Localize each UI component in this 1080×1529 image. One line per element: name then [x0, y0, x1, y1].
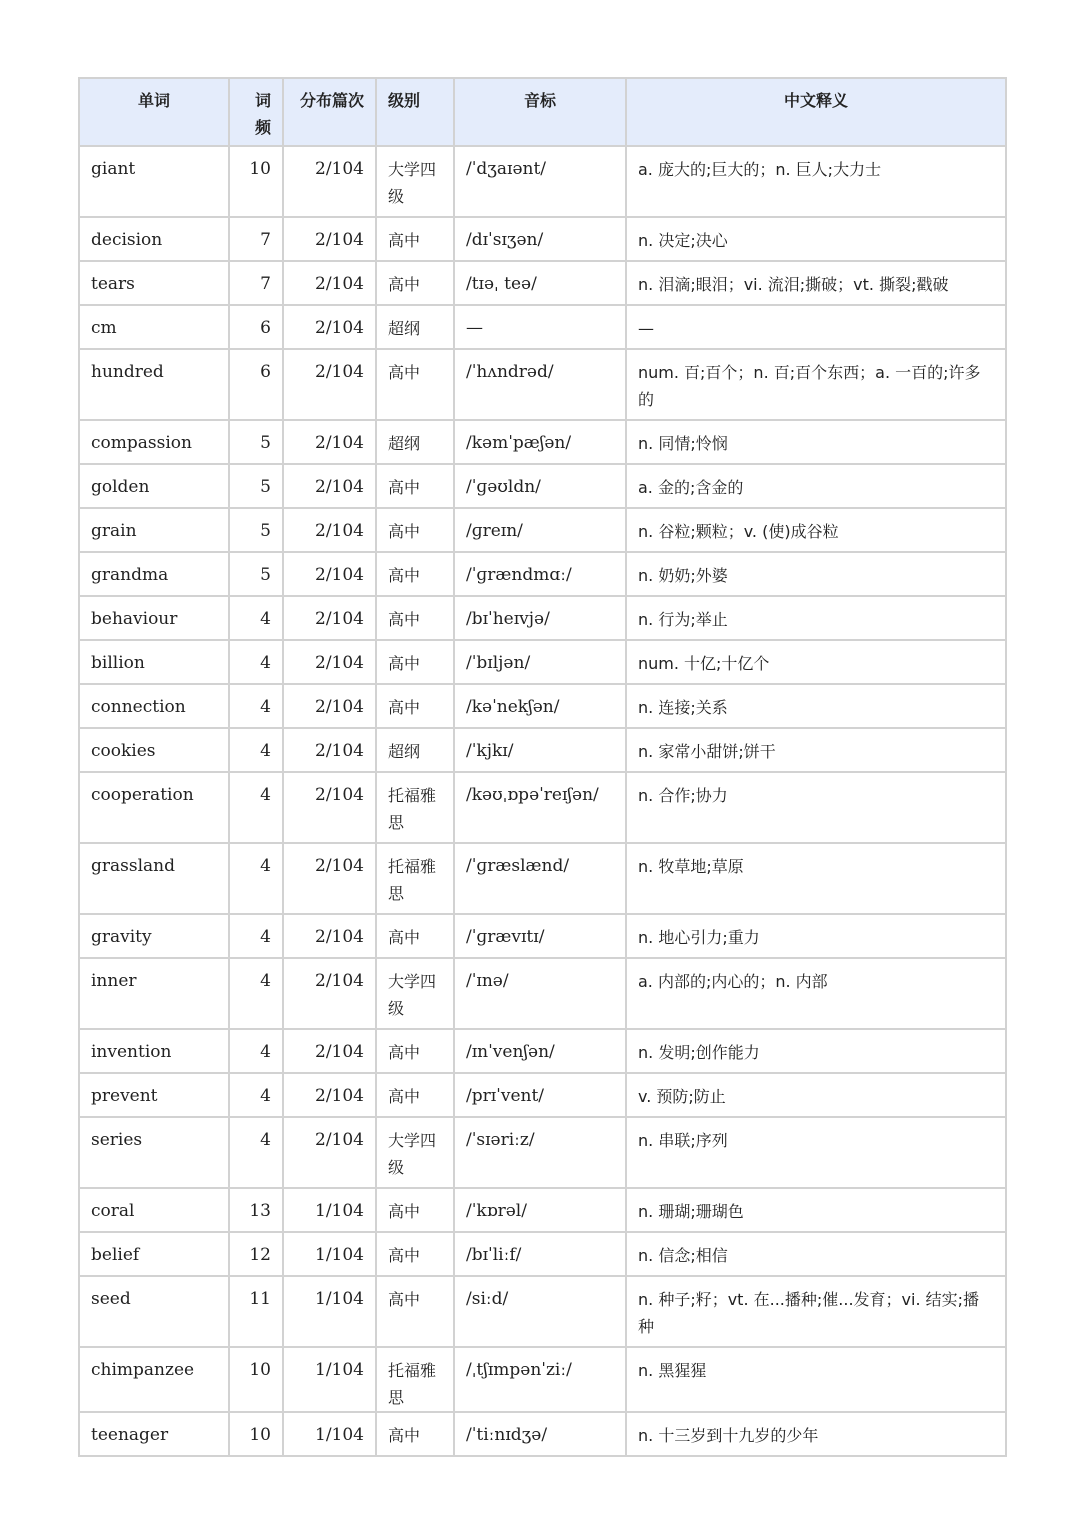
cell-phonetic: /bɪˈheɪvjə/: [454, 596, 626, 640]
cell-frequency: 5: [229, 508, 283, 552]
cell-phonetic: /bɪˈliːf/: [454, 1232, 626, 1276]
cell-distribution: 2/104: [283, 217, 376, 261]
document-page: [78, 77, 1005, 1457]
cell-definition: n. 串联;序列: [626, 1117, 1006, 1188]
cell-distribution: 2/104: [283, 1117, 376, 1188]
table-row: [79, 1117, 1006, 1188]
cell-phonetic: /kəmˈpæʃən/: [454, 420, 626, 464]
cell-definition: n. 连接;关系: [626, 684, 1006, 728]
cell-distribution: 2/104: [283, 508, 376, 552]
cell-phonetic: /ˈɡrævɪtɪ/: [454, 914, 626, 958]
cell-frequency: 4: [229, 728, 283, 772]
cell-definition: n. 种子;籽；vt. 在...播种;催...发育；vi. 结实;播种: [626, 1276, 1006, 1347]
table-row: [79, 1073, 1006, 1117]
table-row: [79, 596, 1006, 640]
cell-level: 高中: [376, 217, 454, 261]
cell-phonetic: /kəʊˌɒpəˈreɪʃən/: [454, 772, 626, 843]
table-row: [79, 728, 1006, 772]
cell-level: 高中: [376, 1073, 454, 1117]
cell-frequency: 5: [229, 464, 283, 508]
table-row: [79, 1029, 1006, 1073]
table-row: [79, 684, 1006, 728]
cell-frequency: 7: [229, 261, 283, 305]
cell-word: prevent: [79, 1073, 229, 1117]
cell-definition: —: [626, 305, 1006, 349]
table-row: [79, 349, 1006, 420]
cell-definition: n. 决定;决心: [626, 217, 1006, 261]
table-row: [79, 217, 1006, 261]
cell-definition: num. 十亿;十亿个: [626, 640, 1006, 684]
cell-frequency: 6: [229, 305, 283, 349]
cell-word: tears: [79, 261, 229, 305]
cell-phonetic: /ˈɡrændmɑː/: [454, 552, 626, 596]
cell-word: billion: [79, 640, 229, 684]
cell-frequency: 11: [229, 1276, 283, 1347]
cell-phonetic: /kəˈnekʃən/: [454, 684, 626, 728]
cell-distribution: 1/104: [283, 1188, 376, 1232]
cell-level: 高中: [376, 1412, 454, 1456]
cell-frequency: 4: [229, 772, 283, 843]
table-row: [79, 1276, 1006, 1347]
cell-phonetic: —: [454, 305, 626, 349]
cell-word: invention: [79, 1029, 229, 1073]
table-row: [79, 1188, 1006, 1232]
cell-level: 大学四级: [376, 1117, 454, 1188]
cell-frequency: 4: [229, 1073, 283, 1117]
cell-level: 大学四级: [376, 146, 454, 217]
cell-frequency: 4: [229, 1117, 283, 1188]
table-body: [79, 146, 1006, 1456]
cell-distribution: 2/104: [283, 640, 376, 684]
cell-phonetic: /siːd/: [454, 1276, 626, 1347]
cell-phonetic: /ˈkjkɪ/: [454, 728, 626, 772]
table-row: [79, 1412, 1006, 1456]
cell-word: seed: [79, 1276, 229, 1347]
cell-word: grandma: [79, 552, 229, 596]
cell-definition: n. 合作;协力: [626, 772, 1006, 843]
header-phonetic: 音标: [454, 78, 626, 146]
cell-phonetic: /ɡreɪn/: [454, 508, 626, 552]
header-frequency: 词频: [229, 78, 283, 146]
header-definition: 中文释义: [626, 78, 1006, 146]
cell-word: decision: [79, 217, 229, 261]
cell-definition: n. 发明;创作能力: [626, 1029, 1006, 1073]
cell-distribution: 2/104: [283, 261, 376, 305]
cell-frequency: 4: [229, 684, 283, 728]
cell-definition: num. 百;百个；n. 百;百个东西；a. 一百的;许多的: [626, 349, 1006, 420]
cell-level: 高中: [376, 261, 454, 305]
cell-distribution: 2/104: [283, 958, 376, 1029]
cell-level: 高中: [376, 596, 454, 640]
cell-frequency: 10: [229, 1347, 283, 1412]
table-row: [79, 640, 1006, 684]
cell-word: compassion: [79, 420, 229, 464]
table-row: [79, 772, 1006, 843]
cell-level: 超纲: [376, 420, 454, 464]
cell-level: 高中: [376, 508, 454, 552]
cell-phonetic: /prɪˈvent/: [454, 1073, 626, 1117]
cell-frequency: 10: [229, 146, 283, 217]
cell-distribution: 2/104: [283, 684, 376, 728]
cell-word: behaviour: [79, 596, 229, 640]
cell-word: cooperation: [79, 772, 229, 843]
header-distribution: 分布篇次: [283, 78, 376, 146]
cell-definition: n. 泪滴;眼泪；vi. 流泪;撕破；vt. 撕裂;戳破: [626, 261, 1006, 305]
header-level: 级别: [376, 78, 454, 146]
cell-distribution: 2/104: [283, 146, 376, 217]
table-row: [79, 843, 1006, 914]
cell-level: 高中: [376, 552, 454, 596]
cell-level: 托福雅思: [376, 772, 454, 843]
cell-phonetic: /dɪˈsɪʒən/: [454, 217, 626, 261]
table-row: [79, 146, 1006, 217]
cell-level: 高中: [376, 1276, 454, 1347]
table-row: [79, 1232, 1006, 1276]
cell-frequency: 6: [229, 349, 283, 420]
cell-level: 高中: [376, 914, 454, 958]
cell-definition: n. 行为;举止: [626, 596, 1006, 640]
cell-level: 超纲: [376, 305, 454, 349]
cell-frequency: 5: [229, 420, 283, 464]
table-row: [79, 464, 1006, 508]
cell-phonetic: /ɪnˈvenʃən/: [454, 1029, 626, 1073]
table-row: [79, 261, 1006, 305]
cell-frequency: 12: [229, 1232, 283, 1276]
cell-level: 高中: [376, 640, 454, 684]
cell-word: golden: [79, 464, 229, 508]
cell-frequency: 4: [229, 596, 283, 640]
table-row: [79, 305, 1006, 349]
cell-level: 高中: [376, 1029, 454, 1073]
cell-distribution: 2/104: [283, 772, 376, 843]
cell-word: giant: [79, 146, 229, 217]
cell-word: hundred: [79, 349, 229, 420]
cell-word: cm: [79, 305, 229, 349]
cell-definition: a. 金的;含金的: [626, 464, 1006, 508]
cell-word: belief: [79, 1232, 229, 1276]
cell-word: chimpanzee: [79, 1347, 229, 1412]
cell-distribution: 2/104: [283, 464, 376, 508]
cell-level: 托福雅思: [376, 843, 454, 914]
cell-phonetic: /ˈdʒaɪənt/: [454, 146, 626, 217]
cell-level: 超纲: [376, 728, 454, 772]
cell-phonetic: /ˌtʃɪmpənˈziː/: [454, 1347, 626, 1412]
cell-definition: n. 珊瑚;珊瑚色: [626, 1188, 1006, 1232]
table-row: [79, 914, 1006, 958]
cell-definition: n. 家常小甜饼;饼干: [626, 728, 1006, 772]
cell-phonetic: /ˈsɪəriːz/: [454, 1117, 626, 1188]
table-row: [79, 958, 1006, 1029]
cell-word: cookies: [79, 728, 229, 772]
cell-distribution: 2/104: [283, 420, 376, 464]
cell-definition: n. 牧草地;草原: [626, 843, 1006, 914]
cell-frequency: 4: [229, 640, 283, 684]
cell-word: coral: [79, 1188, 229, 1232]
cell-phonetic: /ˈɡræslænd/: [454, 843, 626, 914]
cell-level: 高中: [376, 464, 454, 508]
cell-level: 高中: [376, 1188, 454, 1232]
cell-distribution: 2/104: [283, 349, 376, 420]
cell-phonetic: /ˈɪnə/: [454, 958, 626, 1029]
cell-definition: n. 奶奶;外婆: [626, 552, 1006, 596]
vocabulary-table: [78, 77, 1007, 1457]
cell-distribution: 2/104: [283, 728, 376, 772]
table-row: [79, 1347, 1006, 1412]
cell-phonetic: /ˈtiːnɪdʒə/: [454, 1412, 626, 1456]
cell-word: grassland: [79, 843, 229, 914]
cell-word: gravity: [79, 914, 229, 958]
table-row: [79, 508, 1006, 552]
cell-distribution: 1/104: [283, 1347, 376, 1412]
cell-distribution: 1/104: [283, 1276, 376, 1347]
cell-distribution: 2/104: [283, 305, 376, 349]
cell-phonetic: /ˈbɪljən/: [454, 640, 626, 684]
cell-distribution: 2/104: [283, 596, 376, 640]
cell-definition: v. 预防;防止: [626, 1073, 1006, 1117]
cell-word: connection: [79, 684, 229, 728]
cell-level: 大学四级: [376, 958, 454, 1029]
cell-phonetic: /ˈɡəʊldn/: [454, 464, 626, 508]
table-row: [79, 420, 1006, 464]
cell-frequency: 5: [229, 552, 283, 596]
header-word: 单词: [79, 78, 229, 146]
cell-distribution: 2/104: [283, 1073, 376, 1117]
cell-definition: n. 同情;怜悯: [626, 420, 1006, 464]
cell-definition: a. 庞大的;巨大的；n. 巨人;大力士: [626, 146, 1006, 217]
cell-word: grain: [79, 508, 229, 552]
cell-frequency: 4: [229, 958, 283, 1029]
cell-definition: n. 黑猩猩: [626, 1347, 1006, 1412]
cell-definition: n. 谷粒;颗粒；v. (使)成谷粒: [626, 508, 1006, 552]
cell-distribution: 2/104: [283, 843, 376, 914]
cell-definition: n. 信念;相信: [626, 1232, 1006, 1276]
cell-definition: n. 十三岁到十九岁的少年: [626, 1412, 1006, 1456]
cell-word: series: [79, 1117, 229, 1188]
cell-frequency: 7: [229, 217, 283, 261]
cell-frequency: 13: [229, 1188, 283, 1232]
cell-distribution: 1/104: [283, 1412, 376, 1456]
cell-level: 托福雅思: [376, 1347, 454, 1412]
cell-level: 高中: [376, 349, 454, 420]
cell-frequency: 4: [229, 843, 283, 914]
cell-distribution: 2/104: [283, 914, 376, 958]
cell-frequency: 4: [229, 1029, 283, 1073]
cell-phonetic: /ˈhʌndrəd/: [454, 349, 626, 420]
cell-definition: a. 内部的;内心的；n. 内部: [626, 958, 1006, 1029]
table-header-row: [79, 78, 1006, 146]
cell-word: teenager: [79, 1412, 229, 1456]
cell-phonetic: /ˈkɒrəl/: [454, 1188, 626, 1232]
cell-distribution: 1/104: [283, 1232, 376, 1276]
cell-frequency: 10: [229, 1412, 283, 1456]
table-row: [79, 552, 1006, 596]
cell-distribution: 2/104: [283, 1029, 376, 1073]
cell-definition: n. 地心引力;重力: [626, 914, 1006, 958]
cell-frequency: 4: [229, 914, 283, 958]
cell-phonetic: /tɪəˌ teə/: [454, 261, 626, 305]
cell-level: 高中: [376, 1232, 454, 1276]
cell-distribution: 2/104: [283, 552, 376, 596]
cell-level: 高中: [376, 684, 454, 728]
cell-word: inner: [79, 958, 229, 1029]
